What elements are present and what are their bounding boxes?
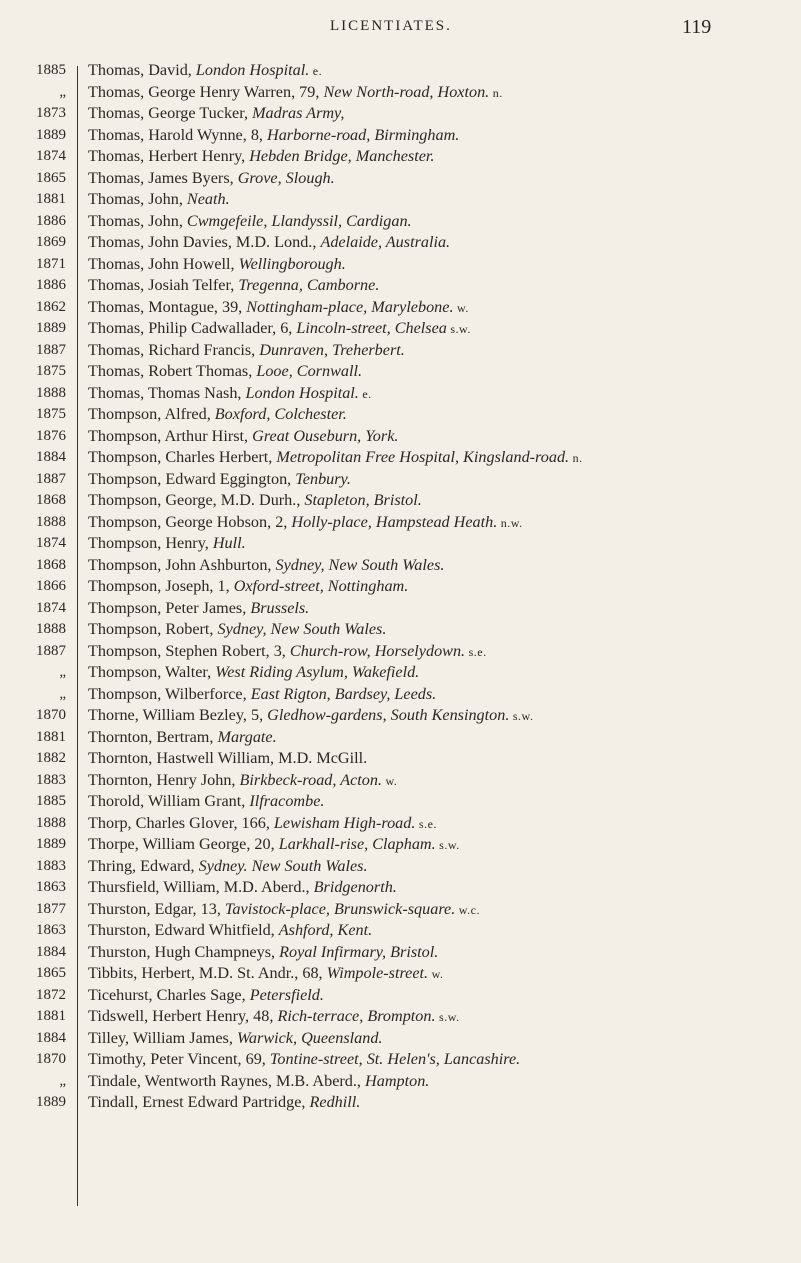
list-item [0, 1028, 801, 1050]
entry-district: s.w. [435, 1010, 460, 1024]
entry-district: s.w. [509, 709, 534, 723]
entry-place: Margate. [217, 727, 277, 746]
entry-name: Thompson, Joseph, 1, [88, 577, 234, 595]
entry-text [88, 490, 778, 512]
entry-place: Dunraven, Treherbert. [259, 340, 405, 359]
entry-name: Thomas, Philip Cadwallader, 6, [88, 319, 297, 337]
entry-text [88, 533, 778, 555]
entry-name: Thomas, John Howell, [88, 254, 239, 273]
entry-name: Thompson, John Ashburton, [88, 555, 276, 574]
entry-name: Thomas, John, [88, 190, 187, 208]
entry-year: 1874 [36, 599, 66, 616]
list-item [0, 1006, 801, 1028]
entry-name: Thornton, Hastwell William, M.D. McGill. [88, 749, 368, 767]
entry-place: Hampton. [365, 1071, 430, 1090]
list-item [0, 60, 801, 82]
entry-place: Cwmgefeile, Llandyssil, Cardigan. [186, 211, 412, 230]
entry-year: 1862 [36, 298, 66, 315]
entry-name: Thurston, Edgar, 13, [88, 899, 225, 918]
list-item [0, 662, 801, 684]
list-item [0, 189, 801, 211]
entry-year: 1876 [36, 427, 66, 444]
entry-text [88, 1028, 778, 1050]
entry-year: 1885 [36, 793, 66, 809]
entry-place: Adelaide, Australia. [320, 233, 451, 251]
entry-name: Thompson, George, M.D. Durh., [88, 491, 305, 509]
list-item [0, 340, 801, 362]
entry-text [88, 705, 778, 727]
entry-name: Tindall, Ernest Edward Partridge, [88, 1093, 310, 1111]
entry-name: Thomas, Herbert Henry, [88, 147, 250, 165]
entry-name: Thorp, Charles Glover, 166, [88, 813, 274, 832]
entry-text [88, 770, 778, 792]
entry-place: Royal Infirmary, Bristol. [279, 942, 439, 961]
list-item [0, 641, 801, 663]
list-item [0, 1092, 801, 1114]
list-item [0, 361, 801, 383]
entry-year: 1887 [36, 470, 66, 487]
entry-text [88, 512, 778, 534]
entry-text [88, 834, 778, 856]
entry-text [88, 856, 778, 878]
entry-place: Tavistock-place, Brunswick-square. [224, 899, 456, 918]
page-header [0, 18, 801, 48]
entry-name: Thompson, George Hobson, 2, [88, 512, 292, 531]
entry-place: Lincoln-street, Chelsea [296, 319, 447, 337]
entry-name: Thomas, Richard Francis, [88, 340, 260, 359]
entry-text [88, 791, 778, 813]
entry-year: 1881 [36, 191, 66, 207]
entry-text [88, 103, 778, 125]
entry-text [88, 727, 778, 749]
list-item [0, 275, 801, 297]
entry-name: Thompson, Charles Herbert, [88, 448, 277, 466]
list-item [0, 770, 801, 792]
entry-name: Thomas, John, [88, 211, 187, 230]
entry-text [88, 985, 778, 1007]
list-item [0, 1049, 801, 1071]
list-item [0, 404, 801, 426]
entry-name: Thurston, Edward Whitfield, [88, 921, 279, 939]
entry-year: 1888 [36, 814, 66, 831]
entry-year: 1882 [36, 750, 66, 766]
entry-year: „ [59, 664, 66, 680]
entry-name: Thompson, Stephen Robert, 3, [88, 641, 290, 660]
entry-year: 1871 [36, 255, 66, 272]
entry-name: Thring, Edward, [88, 856, 199, 875]
entry-year: 1881 [36, 728, 66, 745]
entry-place: Ilfracombe. [249, 792, 325, 810]
entry-text [88, 254, 778, 276]
entry-name: Thomas, George Tucker, [88, 104, 253, 122]
list-item [0, 598, 801, 620]
entry-year: 1884 [36, 943, 66, 960]
entry-district: n. [489, 85, 503, 100]
entry-place: Petersfield. [249, 985, 324, 1004]
list-item [0, 705, 801, 727]
entry-name: Thomas, Josiah Telfer, [88, 276, 239, 294]
entry-district: s.e. [415, 816, 437, 831]
entry-place: Lewisham High-road. [273, 813, 416, 832]
entry-place: Hull. [212, 534, 246, 552]
entry-district: w. [428, 967, 444, 981]
entry-year: 1881 [36, 1008, 66, 1024]
entry-year: 1866 [36, 578, 66, 594]
list-item [0, 125, 801, 147]
entry-text [88, 619, 778, 641]
entry-name: Thomas, Robert Thomas, [88, 362, 257, 380]
list-item [0, 103, 801, 125]
entry-text [88, 1049, 778, 1071]
entry-name: Thompson, Alfred, [88, 405, 215, 423]
entry-year: 1884 [36, 449, 66, 465]
entry-text [88, 469, 778, 491]
list-item [0, 426, 801, 448]
list-item [0, 856, 801, 878]
entry-year: 1886 [36, 277, 66, 293]
entry-name: Tindale, Wentworth Raynes, M.B. Aberd., [88, 1071, 366, 1090]
entry-district: n.w. [497, 515, 523, 530]
entry-place: New North-road, Hoxton. [323, 82, 490, 101]
page-number: 119 [682, 16, 712, 38]
entry-place: Brussels. [250, 598, 310, 617]
entry-place: Metropolitan Free Hospital, Kingsland-road. [276, 448, 570, 466]
entry-district: e. [309, 64, 323, 78]
entry-text [88, 598, 778, 620]
entry-place: London Hospital. [195, 61, 310, 79]
entry-text [88, 275, 778, 297]
list-item [0, 619, 801, 641]
entry-place: Neath. [186, 190, 230, 208]
list-item [0, 232, 801, 254]
entry-text [88, 168, 778, 190]
entry-name: Thomas, James Byers, [88, 168, 238, 187]
entry-text [88, 383, 778, 405]
entry-place: Wellingborough. [238, 254, 346, 273]
entry-text [88, 82, 778, 104]
entry-place: London Hospital. [245, 383, 359, 402]
list-item [0, 985, 801, 1007]
entry-year: 1868 [36, 556, 66, 573]
entry-year: 1888 [36, 513, 66, 530]
entry-year: 1874 [36, 535, 66, 551]
list-item [0, 1071, 801, 1093]
entry-name: Thurston, Hugh Champneys, [88, 942, 280, 961]
list-item [0, 576, 801, 598]
entry-place: Sydney, New South Wales. [275, 555, 445, 574]
entry-text [88, 877, 778, 899]
list-item [0, 533, 801, 555]
entry-place: Tenbury. [295, 469, 351, 488]
entry-place: Harborne-road, Birmingham. [267, 125, 460, 144]
entry-name: Thompson, Peter James, [88, 598, 251, 617]
entry-district: s.w. [435, 838, 460, 852]
entry-text [88, 232, 778, 254]
entry-name: Thomas, John Davies, M.D. Lond., [88, 233, 321, 251]
running-title: LICENTIATES. [330, 18, 452, 34]
entry-year: 1875 [36, 363, 66, 379]
entry-year: 1887 [36, 642, 66, 659]
entry-year: 1875 [36, 406, 66, 422]
entry-text [88, 125, 778, 147]
entry-year: 1886 [36, 212, 66, 229]
entry-place: Bridgenorth. [313, 878, 397, 896]
list-item [0, 834, 801, 856]
entry-place: Rich-terrace, Brompton. [277, 1007, 436, 1025]
list-item [0, 942, 801, 964]
entry-place: Nottingham-place, Marylebone. [246, 297, 454, 316]
entry-district: w. [453, 300, 469, 315]
entry-text [88, 1006, 778, 1028]
list-item [0, 469, 801, 491]
entry-name: Tidswell, Herbert Henry, 48, [88, 1007, 278, 1025]
entry-year: 1870 [36, 1051, 66, 1067]
entry-district: s.w. [446, 322, 471, 336]
entry-year: 1873 [36, 105, 66, 121]
entry-place: Church-row, Horselydown. [289, 641, 466, 660]
entry-name: Thornton, Bertram, [88, 727, 218, 746]
entry-name: Thomas, David, [88, 61, 196, 79]
entry-text [88, 576, 778, 598]
list-item [0, 512, 801, 534]
entry-name: Tibbits, Herbert, M.D. St. Andr., 68, [88, 964, 327, 982]
entry-year: 1884 [36, 1029, 66, 1046]
entry-year: 1888 [36, 621, 66, 637]
list-item [0, 963, 801, 985]
list-item [0, 920, 801, 942]
entry-place: Great Ouseburn, York. [252, 426, 399, 445]
entry-text [88, 1071, 778, 1093]
entry-name: Thursfield, William, M.D. Aberd., [88, 878, 314, 896]
entry-place: Boxford, Colchester. [214, 405, 347, 423]
entry-place: Redhill. [309, 1093, 361, 1111]
list-item [0, 168, 801, 190]
entry-year: 1865 [36, 965, 66, 981]
entry-text [88, 963, 778, 985]
entry-year: 1874 [36, 148, 66, 164]
entry-name: Thomas, George Henry Warren, 79, [88, 82, 324, 101]
entry-text [88, 404, 778, 426]
entry-year: „ [59, 83, 66, 100]
entry-year: 1869 [36, 234, 66, 250]
list-item [0, 813, 801, 835]
entry-year: 1889 [36, 320, 66, 336]
list-item [0, 211, 801, 233]
entry-year: 1888 [36, 384, 66, 401]
entry-name: Tilley, William James, [88, 1028, 237, 1047]
entry-name: Thorpe, William George, 20, [88, 835, 279, 853]
entry-place: Hebden Bridge, Manchester. [249, 147, 435, 165]
list-item [0, 146, 801, 168]
entry-year: 1877 [36, 900, 66, 917]
list-item [0, 318, 801, 340]
entry-text [88, 361, 778, 383]
entry-year: „ [59, 685, 66, 702]
list-item [0, 383, 801, 405]
entry-place: Tregenna, Camborne. [238, 276, 380, 294]
entry-text [88, 318, 778, 340]
entry-name: Thorold, William Grant, [88, 792, 250, 810]
entry-place: Larkhall-rise, Clapham. [278, 835, 436, 853]
entry-place: Birkbeck-road, Acton. [239, 770, 383, 789]
entry-year: 1887 [36, 341, 66, 358]
entry-name: Thorne, William Bezley, 5, [88, 706, 268, 724]
entry-year: 1868 [36, 492, 66, 508]
entry-name: Ticehurst, Charles Sage, [88, 985, 250, 1004]
entry-name: Thompson, Wilberforce, [88, 684, 251, 703]
entry-name: Thomas, Harold Wynne, 8, [88, 125, 268, 144]
entry-year: 1883 [36, 771, 66, 788]
entry-text [88, 447, 778, 469]
list-item [0, 727, 801, 749]
entry-place: Ashford, Kent. [278, 921, 373, 939]
list-item [0, 555, 801, 577]
entry-text [88, 662, 778, 684]
entry-name: Thompson, Henry, [88, 534, 213, 552]
entry-year: „ [59, 1072, 66, 1089]
entry-district: w.c. [455, 902, 480, 917]
entry-text [88, 748, 778, 770]
entry-district: e. [358, 386, 372, 401]
entry-text [88, 189, 778, 211]
entry-place: Tontine-street, St. Helen's, Lancashire. [269, 1050, 521, 1068]
entry-year: 1863 [36, 922, 66, 938]
entry-place: Warwick, Queensland. [236, 1028, 383, 1047]
entry-text [88, 813, 778, 835]
entry-place: Stapleton, Bristol. [304, 491, 422, 509]
entry-text [88, 211, 778, 233]
entry-name: Thornton, Henry John, [88, 770, 240, 789]
entry-name: Thompson, Arthur Hirst, [88, 426, 253, 445]
entry-text [88, 942, 778, 964]
entry-year: 1889 [36, 836, 66, 852]
entry-year: 1865 [36, 169, 66, 186]
entry-text [88, 1092, 778, 1114]
entry-place: Looe, Cornwall. [256, 362, 362, 380]
entry-text [88, 146, 778, 168]
entry-name: Thomas, Thomas Nash, [88, 383, 246, 402]
entry-year: 1870 [36, 707, 66, 723]
entry-name: Thompson, Robert, [88, 620, 218, 638]
list-item [0, 899, 801, 921]
entry-text [88, 340, 778, 362]
entry-name: Thompson, Walter, [88, 663, 216, 681]
entry-year: 1889 [36, 126, 66, 143]
entry-name: Timothy, Peter Vincent, 69, [88, 1050, 270, 1068]
entry-year: 1885 [36, 62, 66, 78]
entry-text [88, 899, 778, 921]
entry-place: East Rigton, Bardsey, Leeds. [250, 684, 437, 703]
list-item [0, 297, 801, 319]
list-item [0, 748, 801, 770]
entry-year: 1863 [36, 879, 66, 895]
entry-place: Grove, Slough. [237, 168, 335, 187]
entries-list [0, 60, 801, 1114]
entry-text [88, 426, 778, 448]
list-item [0, 791, 801, 813]
entry-place: Sydney, New South Wales. [217, 620, 387, 638]
entry-place: Gledhow-gardens, South Kensington. [267, 706, 510, 724]
entry-text [88, 641, 778, 663]
entry-text [88, 684, 778, 706]
entry-district: n. [569, 451, 583, 465]
list-item [0, 490, 801, 512]
entry-district: s.e. [465, 644, 487, 659]
entry-text [88, 60, 778, 82]
entry-place: Wimpole-street. [326, 964, 429, 982]
list-item [0, 254, 801, 276]
entry-place: Madras Army, [252, 104, 345, 122]
list-item [0, 82, 801, 104]
list-item [0, 877, 801, 899]
entry-year: 1889 [36, 1094, 66, 1110]
list-item [0, 684, 801, 706]
entry-name: Thompson, Edward Eggington, [88, 469, 296, 488]
entry-place: Oxford-street, Nottingham. [233, 577, 409, 595]
list-item [0, 447, 801, 469]
entry-place: Holly-place, Hampstead Heath. [291, 512, 498, 531]
entry-year: 1872 [36, 986, 66, 1003]
entry-district: w. [382, 773, 398, 788]
entry-text [88, 920, 778, 942]
entry-name: Thomas, Montague, 39, [88, 297, 247, 316]
entry-text [88, 297, 778, 319]
entry-year: 1883 [36, 857, 66, 874]
entry-place: Sydney. New South Wales. [198, 856, 368, 875]
entry-text [88, 555, 778, 577]
entry-place: West Riding Asylum, Wakefield. [215, 663, 420, 681]
